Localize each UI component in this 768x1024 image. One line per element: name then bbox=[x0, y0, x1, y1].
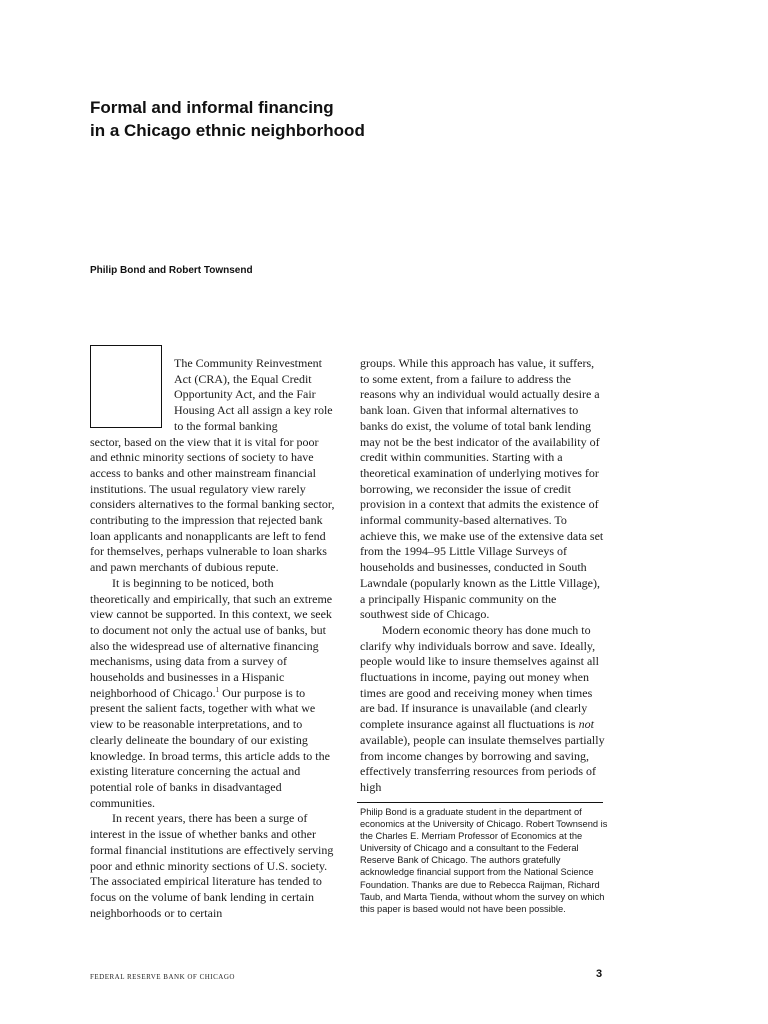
author-footnote: Philip Bond is a graduate student in the department of economics at the University of Chicago. Robert Townsend is the Charles E. Merriam Professor of Economics at the University of Chicago and a consultant to the Federal Reserve Bank of Chicago. The authors gratefully acknowledge financial support from the National Science Foundation. Thanks are due to Rebecca Raijman, Richard Taub, and Marta Tienda, without whom the survey on which this paper is based would not have been possible. bbox=[360, 807, 608, 914]
right-paragraph-1: groups. While this approach has value, it suffers, to some extent, from a failure to address the reasons why an individual would actually desire a bank loan. Given that informal alternatives to banks do exist, the volume of total bank lending may not be the best indicator of the availability of credit within communities. Starting with a theoretical examination of underlying motives for borrowing, we reconsider the issue of credit provision in a context that admits the existence of informal community-based alternatives. To achieve this, we make use of the extensive data set from the 1994–95 Little Village Surveys of households and businesses, conducted in South Lawndale (popularly known as the Little Village), a principally Hispanic community on the southwest side of Chicago. bbox=[360, 356, 604, 622]
article-title bbox=[90, 96, 690, 142]
left-paragraph-2-text: It is beginning to be noticed, both theoretically and empirically, that such an extreme view cannot be supported. In this context, we seek to document not only the actual use of banks, but also the widespread use of alternative financing mechanisms, using data from a survey of households and businesses in a Hispanic neighborhood of Chicago. bbox=[90, 575, 333, 700]
right-paragraph-2-text-continued: available), people can insulate themselves partially from income changes by borrowing and saving, effectively transferring resources from periods of high bbox=[360, 732, 605, 794]
left-paragraph-1-continued: sector, based on the view that it is vital for poor and ethnic minority sections of society to have access to banks and other mainstream financial institutions. The usual regulatory view rarely considers alternatives to the formal banking sector, contributing to the impression that rejected bank loan applicants and nonapplicants are left to fend for themselves, perhaps vulnerable to loan sharks and pawn merchants of dubious repute. bbox=[90, 434, 335, 575]
right-text-column bbox=[360, 356, 605, 796]
footnote-marker-1: 1 bbox=[215, 685, 220, 694]
left-paragraph-2 bbox=[90, 576, 335, 812]
right-paragraph-2-text: Modern economic theory has done much to clarify why individuals borrow and save. Ideally, people would like to insure themselves against all fluctuations in income, paying out money when times are good and receiving money when times are bad. If insurance is unavailable (and clearly complete insurance against all fluctuations is bbox=[360, 622, 599, 732]
emphasis-not: not bbox=[578, 717, 594, 732]
page-number: 3 bbox=[596, 968, 603, 980]
left-paragraph-2-text-continued: Our purpose is to present the salient facts, together with what we view to be reasonable interpretations, and to clearly delineate the boundary of our existing knowledge. In broad terms, this article adds to the existing literature concerning the actual and potential role of banks in disadvantaged communities. bbox=[90, 685, 330, 810]
footnote-divider bbox=[357, 802, 603, 803]
left-paragraph-3: In recent years, there has been a surge of interest in the issue of whether banks and other formal financial institutions are effectively serving poor and ethnic minority sections of U.S. society. The associated empirical literature has tended to focus on the volume of bank lending in certain neighborhoods or to certain bbox=[90, 811, 334, 920]
left-paragraph-1-opening: The Community Reinvestment Act (CRA), the Equal Credit Opportunity Act, and the Fair Housing Act all assign a key role to the formal banking bbox=[174, 356, 333, 433]
author-byline: Philip Bond and Robert Townsend bbox=[90, 265, 253, 276]
left-text-column bbox=[90, 356, 335, 921]
publication-footer: FEDERAL RESERVE BANK OF CHICAGO bbox=[90, 973, 235, 981]
right-paragraph-2 bbox=[360, 623, 605, 796]
title-line-2: in a Chicago ethnic neighborhood bbox=[90, 121, 365, 140]
title-line-1: Formal and informal financing bbox=[90, 98, 334, 117]
